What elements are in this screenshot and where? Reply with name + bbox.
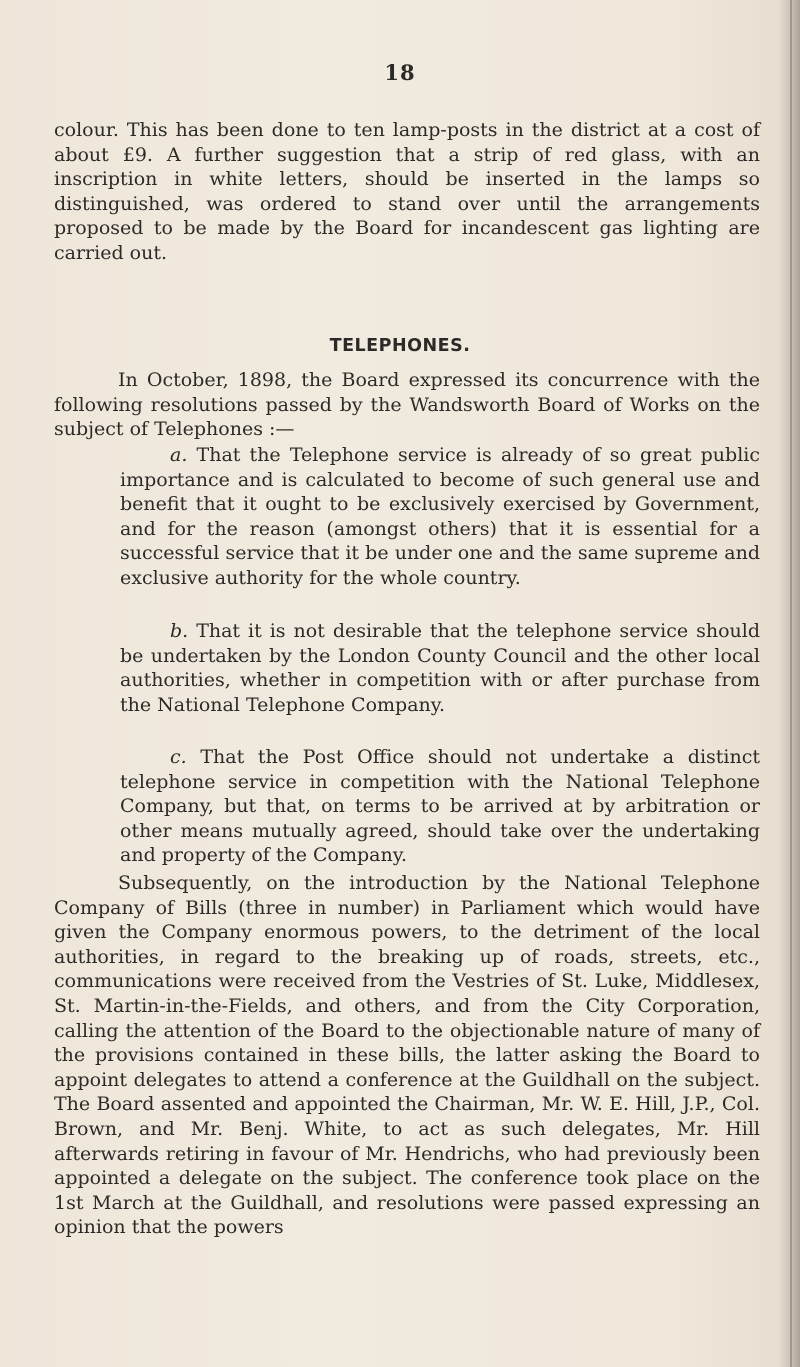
telephones-paragraph: In October, 1898, the Board expressed its concurrence with the following resolutions passed by the Wandsworth Board of Works on the subject of Telephones :— (54, 369, 760, 441)
resolution-a-text: That the Telephone service is already of so great public importance and is calculated to become of such general use and benefit that it ought to be exclusively exercised by Government, and for the reason (amongst others) that it is essential for a successful service that it be under one and the same supreme and exclusive authority for the whole country. (120, 444, 760, 589)
intro-paragraph: colour. This has been done to ten lamp-posts in the district at a cost of about £9. A further suggestion that a strip of red glass, with an inscription in white letters, should be inserted in the lamps so distinguished, was ordered to stand over until the arrangements proposed to be made by the Board for incandescent gas lighting are carried out. (54, 119, 760, 264)
page-edge-line (790, 0, 792, 1367)
resolution-b-letter: b. (170, 620, 189, 642)
resolution-c-letter: c. (170, 746, 187, 768)
page-edge-shadow (778, 0, 800, 1367)
resolution-b-text: That it is not desirable that the telephone service should be undertaken by the London County Council and the other local authorities, whether in competition with or after purchase from the National Telephone Company. (120, 620, 760, 716)
resolution-a (120, 443, 760, 591)
section-heading: TELEPHONES. (329, 336, 471, 356)
resolution-a-letter: a. (170, 444, 188, 466)
subsequent-paragraph: Subsequently, on the introduction by the National Telephone Company of Bills (three in number) in Parliament which would have given the Company enormous powers, to the detriment of the local authorities, in regard to the breaking up of roads, streets, etc., communications were received from the Vestries of St. Luke, Middlesex, St. Martin-in-the-Fields, and others, and from the City Corporation, calling the attention of the Board to the objectionable nature of many of the provisions contained in these bills, the latter asking the Board to appoint delegates to attend a conference at the Guildhall on the subject. The Board assented and appointed the Chairman, Mr. W. E. Hill, J.P., Col. Brown, and Mr. Benj. White, to act as such delegates, Mr. Hill afterwards retiring in favour of Mr. Hendrichs, who had previously been appointed a delegate on the subject. The conference took place on the 1st March at the Guildhall, and resolutions were passed expressing an opinion that the powers (54, 872, 760, 1239)
resolution-c-text: That the Post Office should not undertake a distinct telephone service in competition with the National Telephone Company, but that, on terms to be arrived at by arbitration or other means mutually agreed, should take over the undertaking and property of the Company. (120, 746, 760, 867)
resolution-b (120, 619, 760, 717)
resolution-c (120, 745, 760, 868)
page-number: 18 (384, 60, 416, 85)
